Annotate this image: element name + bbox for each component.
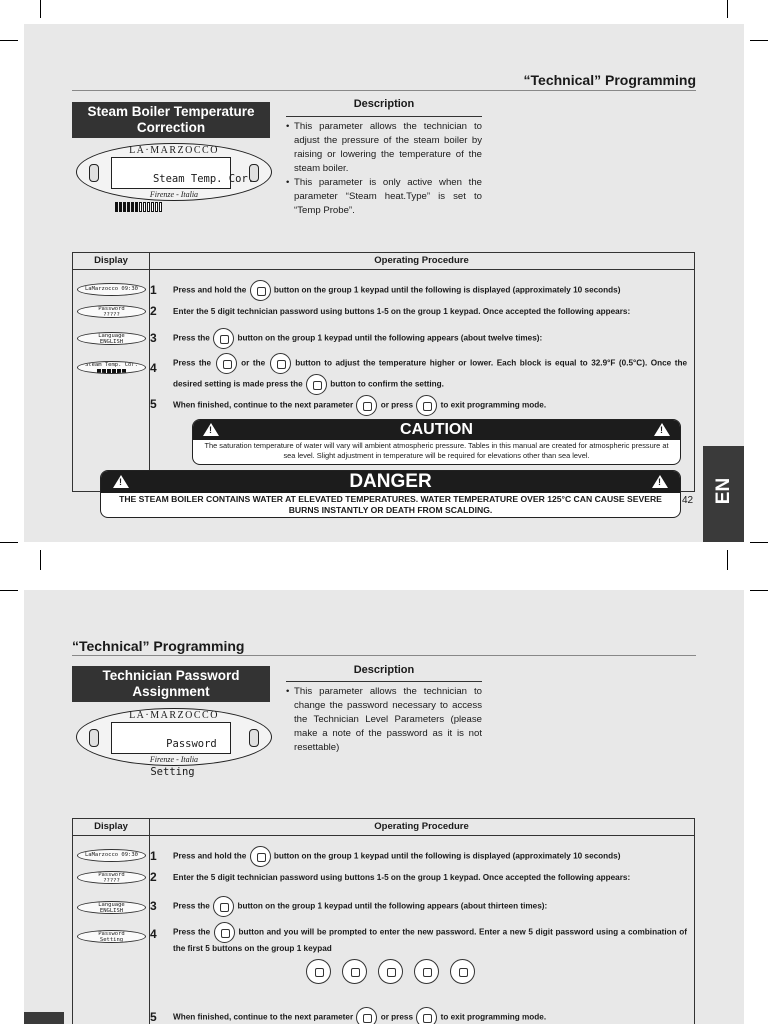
level-bar — [159, 202, 162, 212]
caution-text: The saturation temperature of water will vary will ambient atmospheric pressure. Tables in this manual are created for atmospheric pressure at sea level. Slight adjustment in temperature will be required for elevations other than sea level. — [204, 441, 669, 460]
warning-triangle-icon — [203, 423, 219, 436]
group-button-icon — [250, 280, 271, 301]
on-off-button-icon — [416, 1007, 437, 1024]
warning-triangle-icon — [652, 475, 668, 488]
crop-mark — [40, 0, 41, 18]
level-bar — [115, 202, 118, 212]
parameter-title-line1: Technician Password — [102, 668, 240, 683]
level-bar — [127, 202, 130, 212]
machine-display-illustration — [76, 708, 272, 778]
description-rule — [286, 116, 482, 117]
page-header-title: “Technical” Programming — [72, 638, 245, 654]
continuous-button-icon — [450, 959, 475, 984]
left-handle-icon — [89, 164, 99, 182]
step-number: 1 — [150, 283, 157, 297]
procedure-column-header: Operating Procedure — [374, 821, 469, 832]
parameter-title-line1: Steam Boiler Temperature — [87, 104, 255, 119]
manual-page-1 — [24, 24, 744, 542]
minus-button-icon — [216, 353, 237, 374]
parameter-title-line2: Correction — [136, 120, 206, 135]
left-handle-icon — [89, 729, 99, 747]
step-text: Press and hold the button on the group 1 keypad until the following is displayed (approximately 10 seconds) — [173, 280, 620, 301]
keypad-buttons-illustration — [305, 959, 476, 984]
warning-triangle-icon — [654, 423, 670, 436]
level-bar — [131, 202, 134, 212]
caution-box — [192, 419, 681, 465]
crop-mark — [750, 590, 768, 591]
display-thumbnail: LaMarzocco 09:30 — [77, 849, 146, 862]
header-rule — [72, 90, 696, 91]
language-tab-partial — [24, 1012, 64, 1024]
menu-button-icon — [213, 896, 234, 917]
crop-mark — [0, 40, 18, 41]
display-thumbnail: Password ????? — [77, 305, 146, 318]
menu-button-icon — [213, 328, 234, 349]
manual-page-2 — [24, 590, 744, 1024]
step-number: 5 — [150, 397, 157, 411]
level-bar — [151, 202, 154, 212]
step-number: 2 — [150, 870, 157, 884]
level-bar — [143, 202, 146, 212]
plus-button-icon — [342, 959, 367, 984]
group-button-icon — [250, 846, 271, 867]
crop-mark — [727, 0, 728, 18]
crop-mark — [750, 40, 768, 41]
description-bullet: • This parameter is only active when the parameter “Steam heat.Type” is set to “Temp Probe”. — [286, 176, 482, 218]
caution-title: CAUTION — [193, 420, 680, 440]
menu-button-icon — [356, 1007, 377, 1024]
display-column-header: Display — [94, 821, 128, 832]
step-text: Press the or the button to adjust the temperature higher or lower. Each block is equal to 32.9°F (0.5°C). Once the desired setting is made press the button to confirm the setting. — [173, 353, 687, 395]
level-bar — [135, 202, 138, 212]
header-rule — [72, 655, 696, 656]
step-number: 3 — [150, 331, 157, 345]
description-rule — [286, 681, 482, 682]
step-number: 5 — [150, 1010, 157, 1024]
description-heading: Description — [353, 98, 415, 110]
on-off-button-icon — [416, 395, 437, 416]
description-bullet: • This parameter allows the technician to change the password necessary to access the Technician Level Parameters (please make a note of the password as it is not resettable) — [286, 685, 482, 755]
step-text: When finished, continue to the next parameter or press to exit programming mode. — [173, 1007, 546, 1024]
display-thumbnail: Password Setting — [77, 930, 146, 943]
crop-mark — [40, 550, 41, 570]
danger-text: THE STEAM BOILER CONTAINS WATER AT ELEVATED TEMPERATURES. WATER TEMPERATURE OVER 125°C CAN CAUSE SEVERE BURNS INSTANTLY OR DEATH FROM SCALDING. — [119, 494, 662, 515]
description-list — [286, 120, 482, 218]
step-number: 1 — [150, 849, 157, 863]
table-header-row — [73, 253, 694, 270]
step-number: 2 — [150, 304, 157, 318]
level-bar — [123, 202, 126, 212]
step-number: 3 — [150, 899, 157, 913]
display-thumbnail: Password ????? — [77, 871, 146, 884]
enter-button-icon — [414, 959, 439, 984]
danger-box — [100, 470, 681, 518]
warning-triangle-icon — [113, 475, 129, 488]
step-text: Press and hold the button on the group 1 keypad until the following is displayed (approximately 10 seconds) — [173, 846, 620, 867]
level-bar — [119, 202, 122, 212]
parameter-title — [72, 102, 270, 138]
brand-logo: LA·MARZOCCO — [129, 145, 219, 156]
right-handle-icon — [249, 729, 259, 747]
display-thumbnail: Language ENGLISH — [77, 901, 146, 914]
step-text: Enter the 5 digit technician password using buttons 1-5 on the group 1 keypad. Once accepted the following appears: — [173, 873, 631, 882]
step-number: 4 — [150, 927, 157, 941]
level-bar — [139, 202, 142, 212]
language-tab — [703, 446, 744, 542]
enter-button-icon — [306, 374, 327, 395]
step-number: 4 — [150, 361, 157, 375]
level-bar — [155, 202, 158, 212]
level-bar — [124, 369, 126, 373]
page-number: 42 — [682, 495, 694, 506]
lcd-screen — [111, 157, 255, 189]
display-thumbnail: LaMarzocco 09:30 — [77, 283, 146, 296]
step-text: Enter the 5 digit technician password using buttons 1-5 on the group 1 keypad. Once accepted the following appears: — [173, 307, 631, 316]
step-text: Press the button on the group 1 keypad until the following appears (about thirteen times): — [173, 896, 547, 917]
description-bullet: • This parameter allows the technician to adjust the pressure of the steam boiler by raising or lowering the temperature of the steam boiler. — [286, 120, 482, 176]
display-column-header: Display — [94, 255, 128, 266]
plus-button-icon — [270, 353, 291, 374]
lcd-line-2: Setting — [150, 766, 195, 778]
step-text: When finished, continue to the next parameter or press to exit programming mode. — [173, 395, 546, 416]
step-text: Press the button on the group 1 keypad until the following appears (about twelve times): — [173, 328, 542, 349]
display-thumbnail: Steam Temp. Cor. — [77, 361, 146, 374]
brand-logo: LA·MARZOCCO — [129, 710, 219, 721]
procedure-table — [72, 818, 695, 1024]
crop-mark — [0, 590, 18, 591]
description-list — [286, 685, 482, 755]
menu-button-icon — [378, 959, 403, 984]
crop-mark — [0, 542, 18, 543]
lcd-line-1: Password — [166, 738, 217, 750]
temperature-level-bars — [115, 200, 230, 214]
minus-button-icon — [306, 959, 331, 984]
procedure-column-header: Operating Procedure — [374, 255, 469, 266]
crop-mark — [727, 550, 728, 570]
table-header-row — [73, 819, 694, 836]
crop-mark — [750, 542, 768, 543]
parameter-title — [72, 666, 270, 702]
step-text: Press the button and you will be prompted to enter the new password. Enter a new 5 digit password using a combination of the first 5 buttons on the group 1 keypad — [173, 922, 687, 955]
language-tab-label: EN — [713, 477, 735, 505]
menu-button-icon — [356, 395, 377, 416]
lcd-line-1: Steam Temp. Cor. — [152, 173, 255, 185]
display-thumbnail: Language ENGLISH — [77, 332, 146, 345]
danger-title: DANGER — [101, 471, 680, 493]
level-bar — [147, 202, 150, 212]
machine-display-illustration — [76, 143, 272, 201]
brand-city: Firenze - Italia — [149, 755, 199, 764]
parameter-title-line2: Assignment — [132, 684, 210, 699]
page-header-title: “Technical” Programming — [523, 72, 696, 88]
enter-button-icon — [214, 922, 235, 943]
description-heading: Description — [353, 664, 415, 676]
brand-city: Firenze - Italia — [149, 190, 199, 199]
